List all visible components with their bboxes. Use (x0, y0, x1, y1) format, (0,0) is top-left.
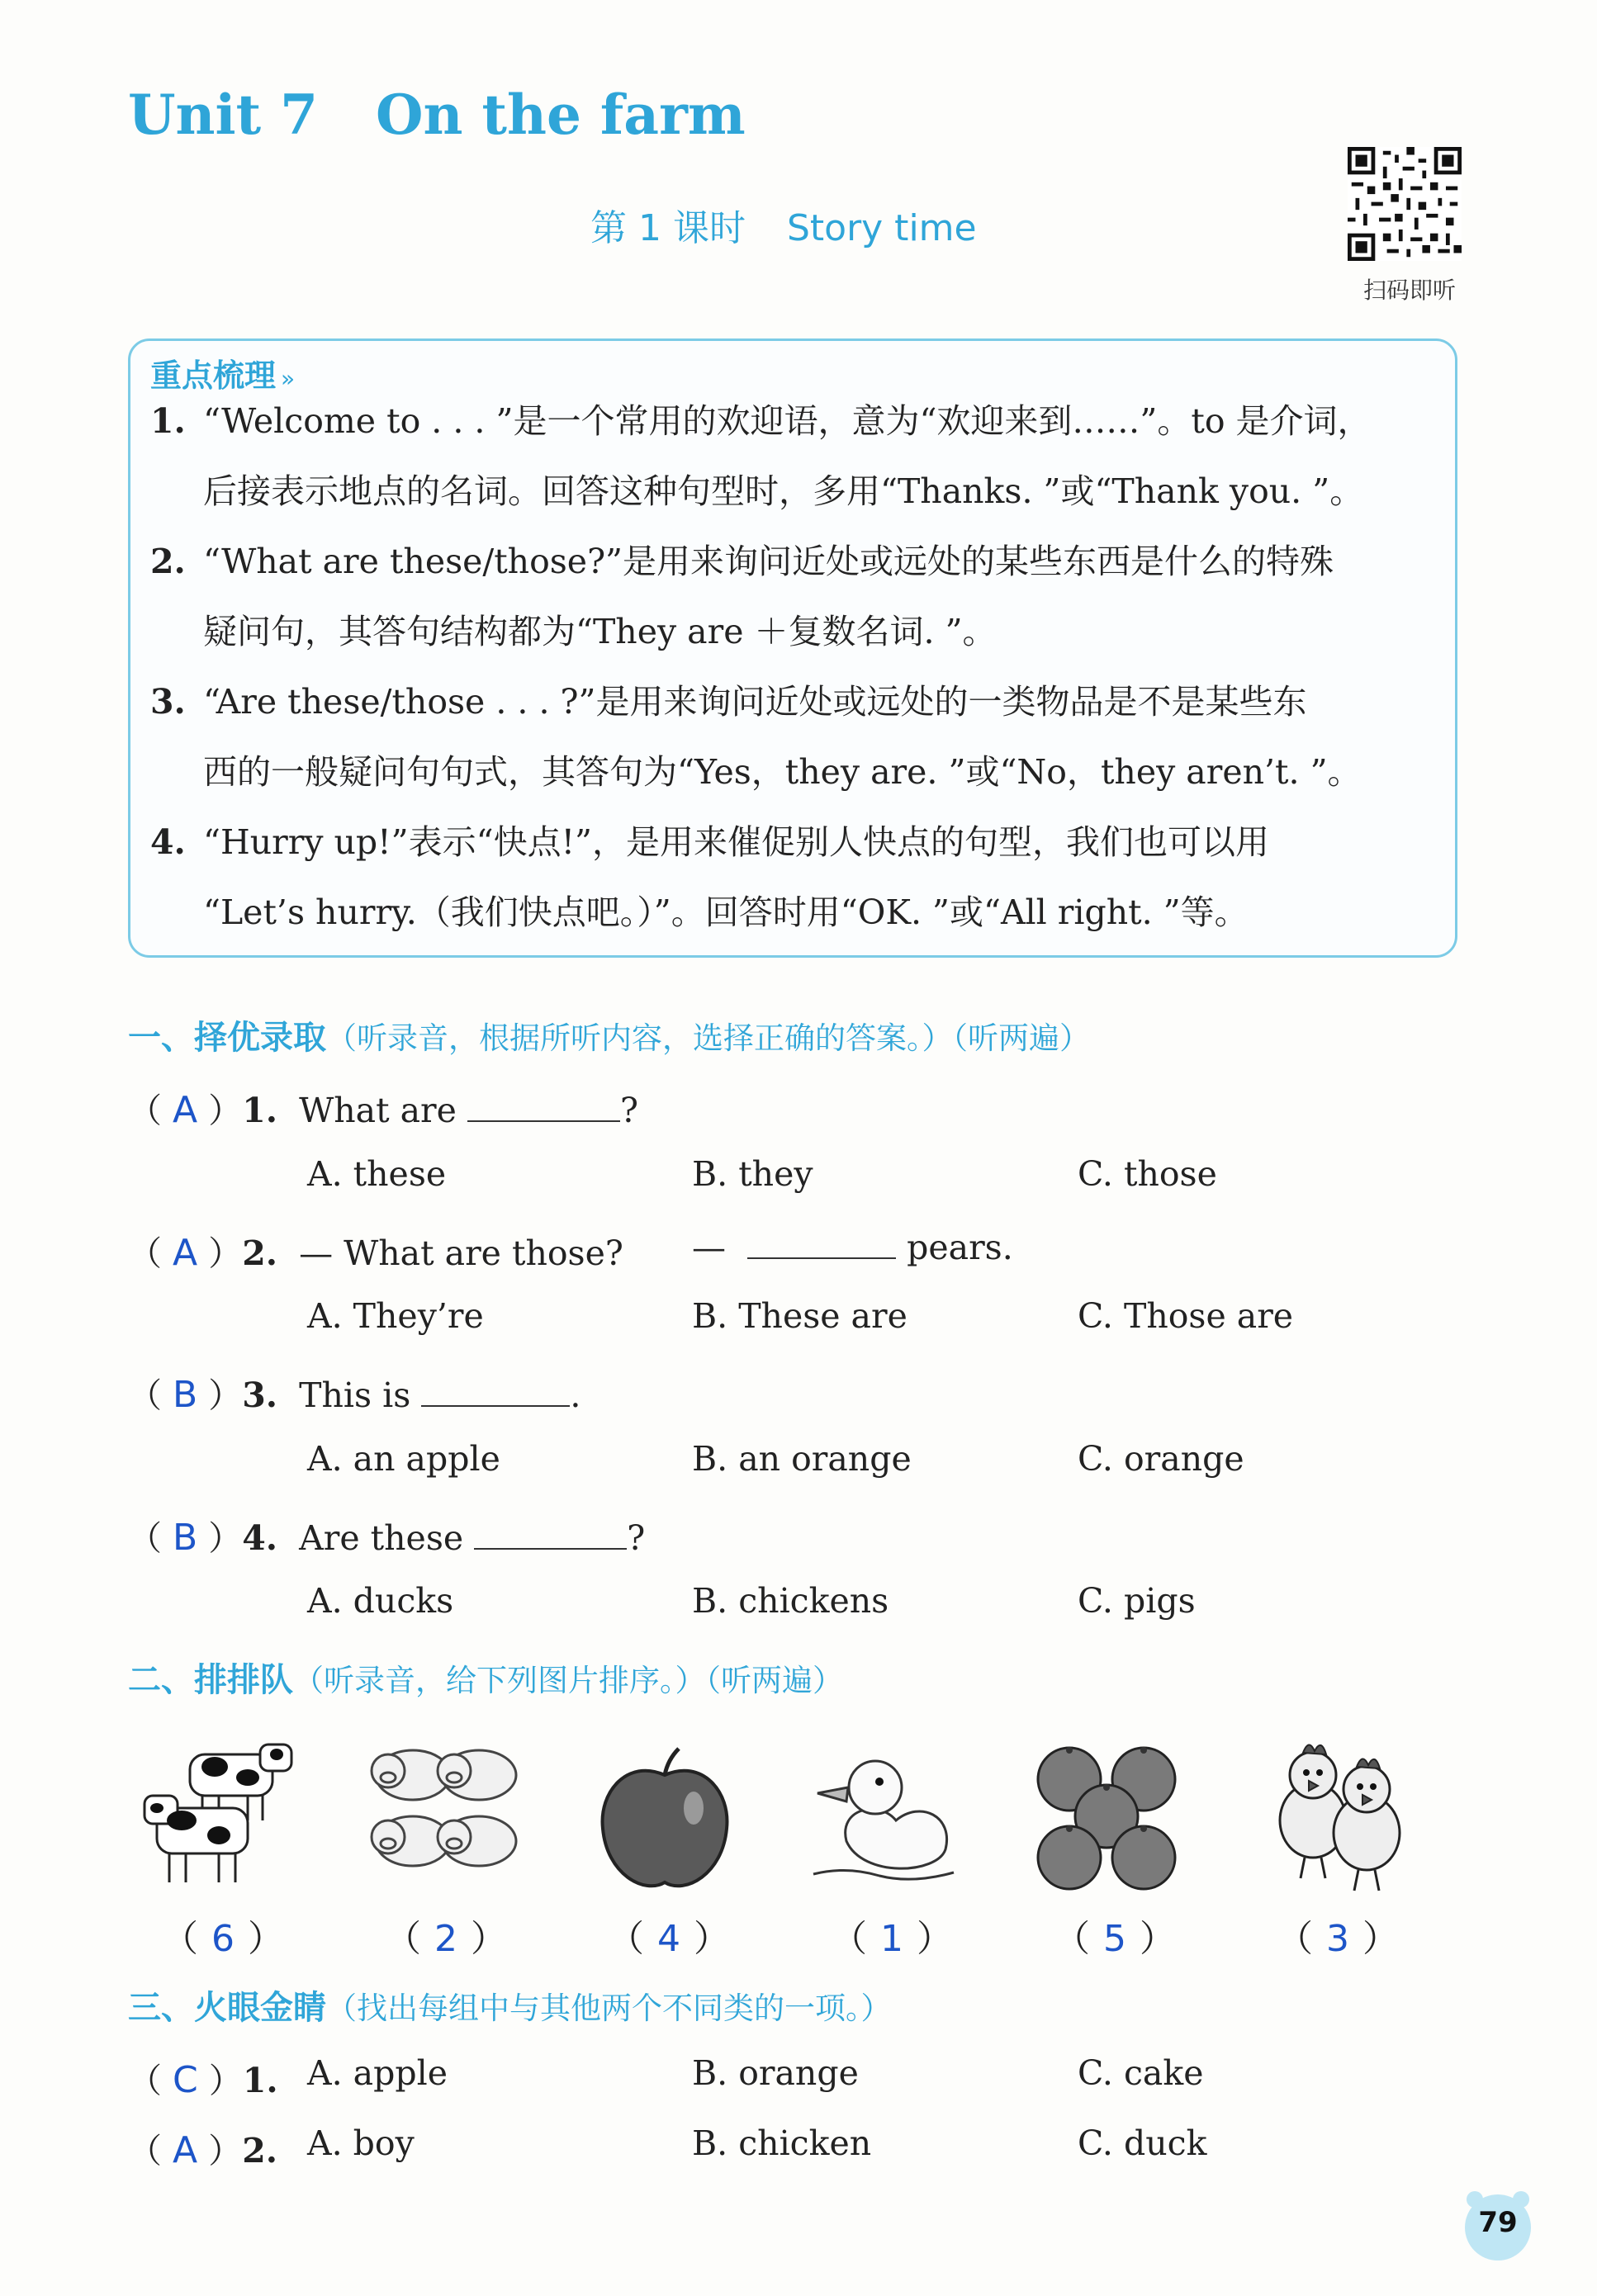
option[interactable]: C. orange (1078, 1439, 1244, 1479)
answer-text: A (173, 1232, 198, 1274)
lesson-number: 第 1 课时 (590, 207, 746, 249)
answer-blank[interactable] (474, 1517, 627, 1550)
option[interactable]: A. ducks (307, 1581, 454, 1621)
answer-text: 2 (434, 1918, 457, 1960)
option[interactable]: A. They’re (307, 1296, 484, 1336)
option[interactable]: A. these (307, 1154, 447, 1194)
pic-answer-3: （ 4 ） (608, 1918, 730, 1960)
key-point-3-line2: 西的一般疑问句句式，其答句为“Yes，they are. ”或“No，they aren’t. ”。 (203, 752, 1362, 792)
pic-answer-1: （ 6 ） (162, 1918, 284, 1960)
duck-icon (797, 1742, 970, 1891)
s1-question-4: （ B ）4. Are these ? (128, 1517, 646, 1559)
chickens-icon (1263, 1730, 1420, 1895)
option[interactable]: C. cake (1078, 2053, 1204, 2093)
key-point-3: 3. “Are these/those . . . ?”是用来询问近处或远处的一类物品是不是某些东 (150, 682, 1307, 722)
lesson-title (590, 198, 977, 251)
key-point-2-line2: 疑问句，其答句结构都为“They are ＋复数名词. ”。 (203, 612, 997, 651)
option[interactable]: C. those (1078, 1154, 1217, 1194)
answer-text: 4 (657, 1918, 680, 1960)
section3-title: 三、火眼金睛（找出每组中与其他两个不同类的一项。） (128, 1989, 892, 2027)
option[interactable]: B. an orange (692, 1439, 912, 1479)
answer-text: 6 (211, 1918, 235, 1960)
key-point-1: 1. “Welcome to . . . ”是一个常用的欢迎语，意为“欢迎来到……”。to 是介词， (150, 401, 1372, 441)
option[interactable]: B. orange (692, 2053, 859, 2093)
pic-answer-5: （ 5 ） (1054, 1918, 1176, 1960)
pic-answer-4: （ 1 ） (831, 1918, 953, 1960)
s3-question-2: （ A ）2. (128, 2129, 278, 2171)
answer-text: B (173, 1517, 198, 1559)
pic-answer-2: （ 2 ） (385, 1918, 507, 1960)
option[interactable]: A. apple (307, 2053, 448, 2093)
option[interactable]: C. Those are (1078, 1296, 1294, 1336)
key-point-2: 2. “What are these/those?”是用来询问近处或远处的某些东西是什么的特殊 (150, 542, 1334, 581)
s1-question-3: （ B ）3. This is . (128, 1374, 581, 1416)
answer-blank[interactable] (747, 1226, 896, 1259)
s1-question-2-reply: — pears. (692, 1228, 1013, 1267)
key-point-4-line2: “Let’s hurry.（我们快点吧。）”。回答时用“OK. ”或“All right. ”等。 (203, 892, 1249, 932)
s1-question-1: （ A ）1. What are ? (128, 1089, 638, 1131)
answer-text: 1 (880, 1918, 903, 1960)
answer-text: A (173, 1089, 198, 1131)
oranges-icon (1024, 1734, 1189, 1899)
unit-title (128, 83, 746, 147)
answer-text: B (173, 1374, 198, 1416)
option[interactable]: B. they (692, 1154, 813, 1194)
answer-text: 3 (1326, 1918, 1349, 1960)
option[interactable]: B. chickens (692, 1581, 889, 1621)
pigs-icon (363, 1730, 528, 1895)
key-point-4: 4. “Hurry up!”表示“快点!”，是用来催促别人快点的句型，我们也可以用 (150, 822, 1269, 862)
key-points-label: 重点梳理 » (150, 357, 296, 394)
section2-title: 二、排排队（听录音，给下列图片排序。）（听两遍） (128, 1661, 843, 1699)
answer-text: 5 (1103, 1918, 1126, 1960)
option[interactable]: C. duck (1078, 2123, 1207, 2163)
page-number: 79 (1478, 2206, 1518, 2239)
option[interactable]: C. pigs (1078, 1581, 1196, 1621)
qr-code-icon[interactable] (1348, 147, 1462, 261)
chevron-right-icon: » (281, 365, 296, 392)
section1-title: 一、择优录取（听录音，根据所听内容，选择正确的答案。）（听两遍） (128, 1019, 1090, 1057)
key-point-1-line2: 后接表示地点的名词。回答这种句型时，多用“Thanks. ”或“Thank you. ”。 (203, 471, 1364, 511)
answer-blank[interactable] (421, 1374, 570, 1407)
qr-label: 扫码即听 (1362, 277, 1456, 304)
answer-text: C (173, 2059, 198, 2101)
pic-answer-6: （ 3 ） (1277, 1918, 1399, 1960)
answer-text: A (173, 2129, 198, 2171)
unit-number: Unit 7 (128, 83, 319, 147)
s1-question-2: （ A ）2. — What are those? (128, 1232, 623, 1274)
s3-question-1: （ C ）1. (128, 2059, 278, 2101)
unit-name: On the farm (376, 83, 746, 147)
apple-icon (595, 1742, 735, 1899)
cows-icon (140, 1730, 306, 1895)
answer-blank[interactable] (467, 1089, 620, 1122)
lesson-name: Story time (786, 207, 977, 249)
option[interactable]: A. an apple (307, 1439, 500, 1479)
option[interactable]: B. chicken (692, 2123, 872, 2163)
option[interactable]: A. boy (307, 2123, 415, 2163)
option[interactable]: B. These are (692, 1296, 907, 1336)
